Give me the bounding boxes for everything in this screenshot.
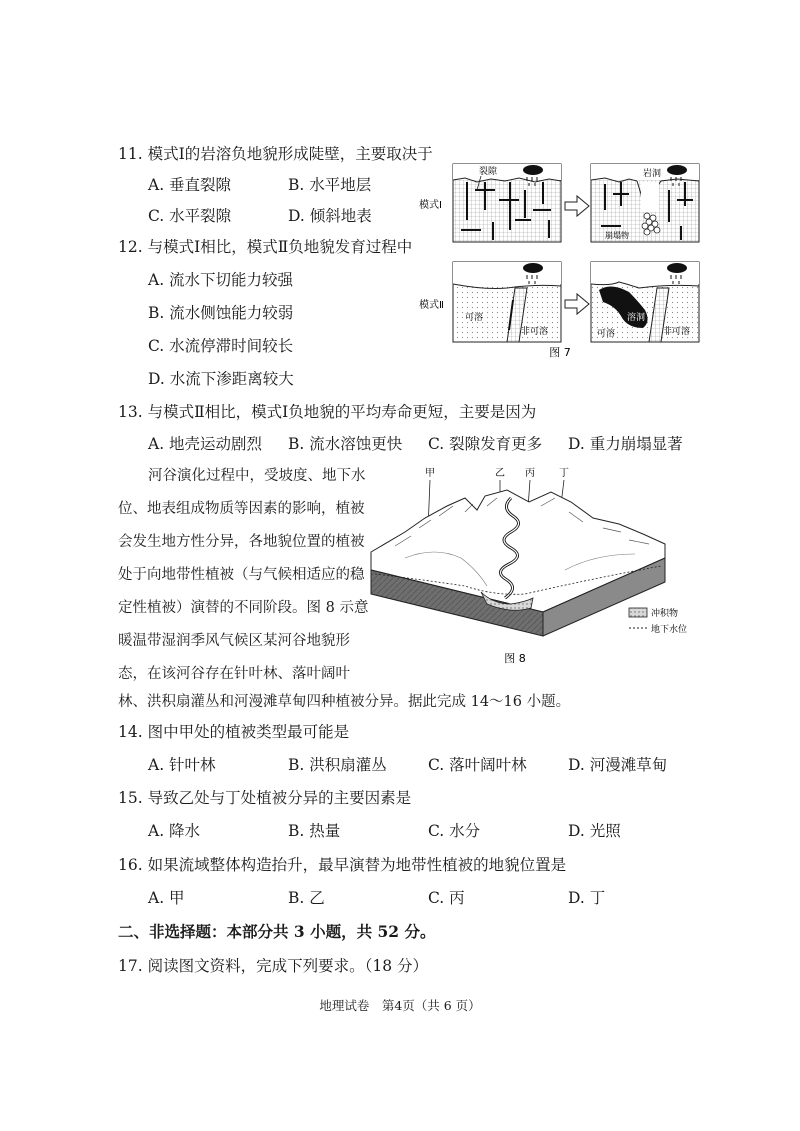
nonsoluble-label: 非可溶 [521, 327, 549, 337]
q15-option-d[interactable]: D. 光照 [568, 822, 621, 840]
label-bing: 丙 [525, 468, 535, 479]
q16-option-b[interactable]: B. 乙 [288, 889, 325, 907]
crack-label: 裂隙 [479, 167, 498, 177]
label-yi: 乙 [495, 468, 505, 479]
q14-option-a[interactable]: A. 针叶林 [148, 756, 216, 774]
q15-option-a[interactable]: A. 降水 [148, 822, 201, 840]
soluble-label-2: 可溶 [597, 329, 616, 339]
nonsoluble-label-2: 非可溶 [663, 327, 691, 337]
q16-option-d[interactable]: D. 丁 [568, 889, 606, 907]
q11-option-b[interactable]: B. 水平地层 [288, 176, 372, 194]
legend-sediment-swatch [629, 608, 647, 617]
mode1-label: 模式Ⅰ [419, 200, 442, 211]
q13-option-b[interactable]: B. 流水溶蚀更快 [288, 435, 403, 453]
q13-option-d[interactable]: D. 重力崩塌显著 [568, 435, 683, 453]
legend [629, 607, 687, 635]
collapse-label: 崩塌物 [605, 231, 629, 240]
q14-option-b[interactable]: B. 洪积扇灌丛 [288, 756, 387, 774]
q15-option-b[interactable]: B. 热量 [288, 822, 341, 840]
q14-option-d[interactable]: D. 河漫滩草甸 [568, 756, 668, 774]
q11-option-a[interactable]: A. 垂直裂隙 [148, 176, 232, 194]
q16-option-a[interactable]: A. 甲 [148, 889, 185, 907]
figure-7 [415, 160, 705, 360]
passage-line-5: 定性植被）演替的不同阶段。图 8 示意 [118, 600, 369, 616]
mode1-before-box [453, 164, 561, 242]
legend-water-label: 地下水位 [651, 625, 688, 635]
q11-option-c[interactable]: C. 水平裂隙 [148, 207, 232, 225]
cave-label: 岩洞 [643, 169, 662, 179]
figure-8 [365, 462, 705, 682]
figure-7-caption: 图 7 [549, 346, 571, 359]
q12-option-b[interactable]: B. 流水侧蚀能力较弱 [148, 304, 294, 322]
karst-cave-label: 溶洞 [627, 313, 646, 323]
q12-option-d[interactable]: D. 水流下渗距离较大 [148, 370, 294, 388]
label-ding: 丁 [559, 468, 569, 479]
label-jia: 甲 [425, 468, 435, 479]
q12-option-a[interactable]: A. 流水下切能力较强 [148, 271, 294, 289]
q15-option-c[interactable]: C. 水分 [428, 822, 481, 840]
q15-stem: 15. 导致乙处与丁处植被分异的主要因素是 [118, 789, 412, 807]
passage-line-6: 暖温带湿润季风气候区某河谷地貌形 [118, 633, 350, 649]
q13-stem: 13. 与模式Ⅱ相比，模式Ⅰ负地貌的平均寿命更短，主要是因为 [118, 403, 537, 421]
legend-sediment-label: 冲积物 [651, 609, 679, 619]
figure-8-caption: 图 8 [504, 652, 526, 665]
arrow-right-icon [565, 196, 589, 216]
q14-stem: 14. 图中甲处的植被类型最可能是 [118, 723, 350, 741]
passage-line-3: 会发生地方性分异，各地貌位置的植被 [118, 534, 365, 550]
q12-stem: 12. 与模式Ⅰ相比，模式Ⅱ负地貌发育过程中 [118, 238, 413, 256]
section-2-heading: 二、非选择题：本部分共 3 小题，共 52 分。 [118, 922, 436, 941]
passage-line-2: 位、地表组成物质等因素的影响，植被 [118, 501, 365, 517]
arrow-right-icon [565, 294, 589, 314]
q12-option-c[interactable]: C. 水流停滞时间较长 [148, 337, 294, 355]
q16-stem: 16. 如果流域整体构造抬升，最早演替为地带性植被的地貌位置是 [118, 856, 567, 874]
passage-line-8: 林、洪积扇灌丛和河漫滩草甸四种植被分异。据此完成 14～16 小题。 [118, 694, 571, 710]
q13-option-c[interactable]: C. 裂隙发育更多 [428, 435, 543, 453]
q11-option-d[interactable]: D. 倾斜地表 [288, 207, 372, 225]
q17-stem: 17. 阅读图文资料，完成下列要求。（18 分） [118, 957, 428, 975]
mode2-label: 模式Ⅱ [419, 300, 444, 311]
q16-option-c[interactable]: C. 丙 [428, 889, 465, 907]
q13-option-a[interactable]: A. 地壳运动剧烈 [148, 435, 263, 453]
valley-block-diagram [371, 490, 665, 636]
passage-line-1: 河谷演化过程中，受坡度、地下水 [148, 468, 366, 484]
page-footer: 地理试卷 第4页（共 6 页） [319, 998, 481, 1013]
passage-line-7: 态，在该河谷存在针叶林、落叶阔叶 [118, 666, 350, 682]
soluble-label: 可溶 [465, 313, 484, 323]
q14-option-c[interactable]: C. 落叶阔叶林 [428, 756, 527, 774]
q11-stem: 11. 模式Ⅰ的岩溶负地貌形成陡壁，主要取决于 [118, 145, 433, 163]
passage-line-4: 处于向地带性植被（与气候相适应的稳 [118, 567, 365, 583]
